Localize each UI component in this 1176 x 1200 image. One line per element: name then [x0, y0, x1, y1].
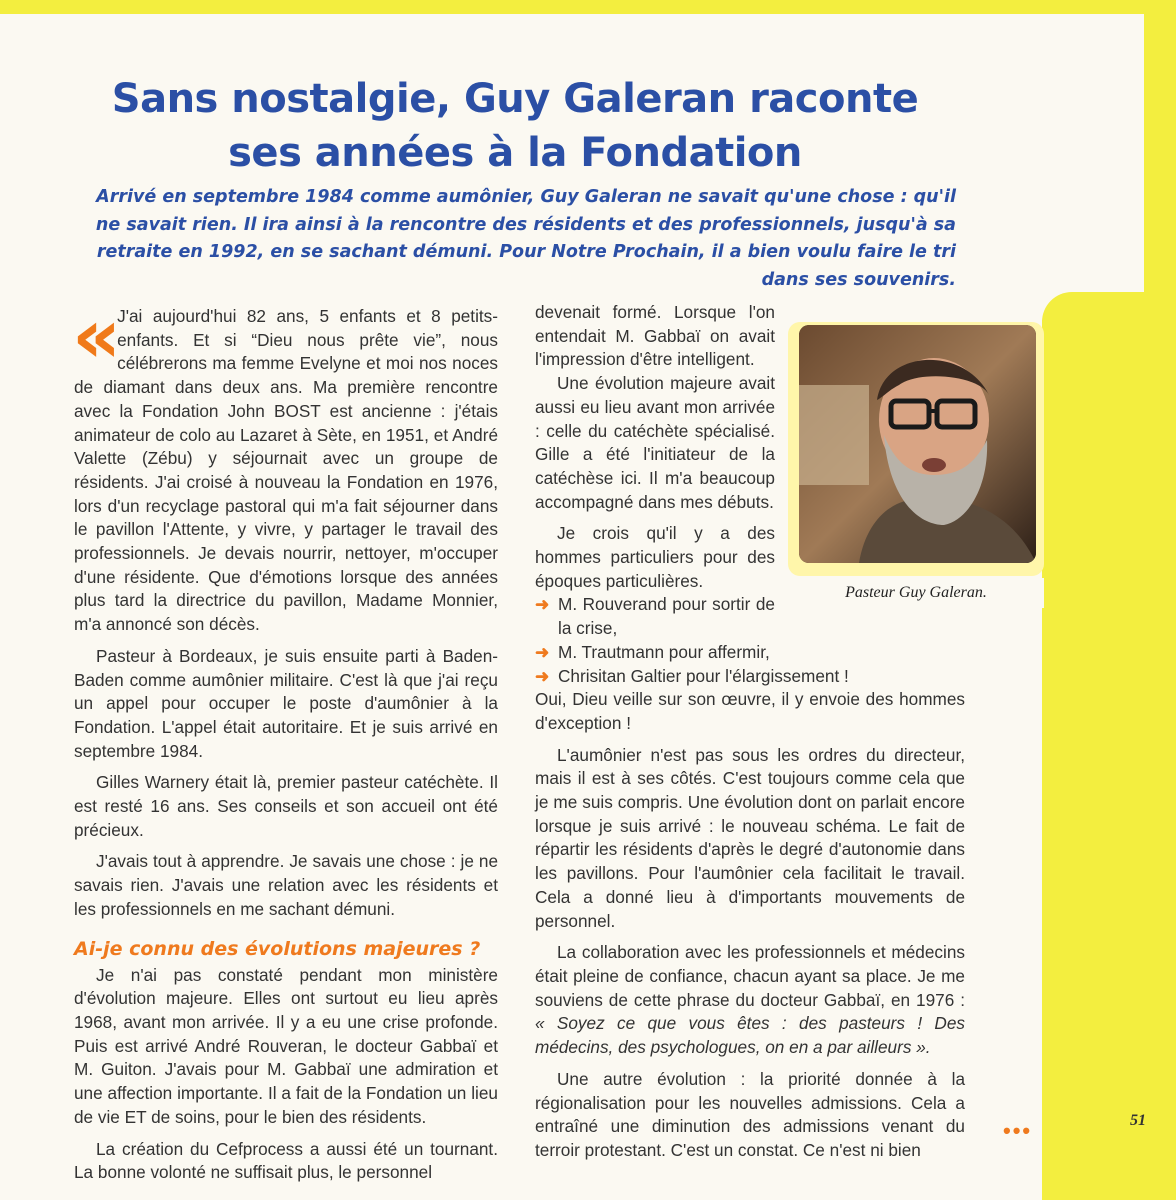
quoted-phrase: « Soyez ce que vous êtes : des pasteurs ! Des médecins, des psychologues, on en a par ailleurs ». — [535, 1013, 965, 1058]
list-item: ➜ M. Rouverand pour sortir de la crise, — [535, 594, 775, 639]
column-left — [72, 291, 498, 1185]
article-title — [70, 72, 960, 180]
arrow-icon: ➜ — [535, 594, 550, 615]
paragraph: Oui, Dieu veille sur son œuvre, il y envoie des hommes d'exception ! — [535, 689, 965, 733]
column-right-narrow-block — [535, 301, 775, 641]
page-number: 51 — [1130, 1112, 1146, 1129]
opening-quote-mark: « — [72, 291, 108, 380]
list-item: ➜ Chrisitan Galtier pour l'élargissement ! — [535, 665, 965, 689]
paragraph: L'aumônier n'est pas sous les ordres du directeur, mais il est à ses côtés. C'est toujours comme cela que je me suis compris. Une évolution dont on parlait encore lorsque je suis arrivé : le nouveau schéma. Le fait de répartir les résidents d'après le degré d'autonomie dans les pavillons. Pour l'aumônier cela facilitait le travail. Cela a donné lieu à d'importants mouvements de personnel. — [535, 744, 965, 931]
arrow-icon: ➜ — [535, 665, 550, 686]
portrait-photo — [799, 325, 1036, 563]
arrow-icon: ➜ — [535, 641, 550, 662]
article-intro: Arrivé en septembre 1984 comme aumônier, Guy Galeran ne savait qu'une chose : qu'il ne savait rien. Il ira ainsi à la rencontre des résidents et des professionnels, jusqu'à sa retraite en 1992, en se sachant démuni. Pour Notre Prochain, il a bien voulu faire le tri dans ses souvenirs. — [95, 187, 956, 290]
section-subheading: Ai-je connu des évolutions majeures ? — [74, 937, 481, 960]
paragraph: Gilles Warnery était là, premier pasteur catéchète. Il est resté 16 ans. Ses conseils et son accueil ont été précieux. — [74, 772, 498, 840]
continuation-dots: ••• — [1003, 1118, 1033, 1143]
paragraph: Pasteur à Bordeaux, je suis ensuite parti à Baden-Baden comme aumônier militaire. C'est là que j'ai reçu un appel pour occuper le poste d'aumônier à la Fondation. L'appel était autoritaire. Et je suis arrivé en septembre 1984. — [74, 645, 498, 761]
paragraph: La collaboration avec les professionnels et médecins était pleine de confiance, chacun ayant sa place. Je me souviens de cette phrase du docteur Gabbaï, en 1976 : « Soyez ce que vous êtes : des pasteurs ! Des médecins, des psychologues, on en a par ailleurs ». — [535, 942, 965, 1058]
right-yellow-band — [1042, 320, 1176, 1200]
right-yellow-tab — [1144, 0, 1176, 320]
paragraph-opening — [72, 291, 498, 637]
paragraph: devenait formé. Lorsque l'on entendait M. Gabbaï on avait l'impression d'être intelligent. — [535, 302, 775, 370]
title-line-2: ses années à la Fondation — [228, 130, 802, 176]
portrait-illustration — [799, 325, 1036, 563]
paragraph: Je crois qu'il y a des hommes particuliers pour des époques particulières. — [535, 523, 775, 591]
paragraph: J'avais tout à apprendre. Je savais une chose : je ne savais rien. J'avais une relation avec les résidents et les professionnels en me sachant démuni. — [74, 851, 498, 919]
list-item: ➜ M. Trautmann pour affermir, — [535, 641, 965, 665]
paragraph: La création du Cefprocess a aussi été un tournant. La bonne volonté ne suffisait plus, le personnel — [74, 1138, 498, 1183]
title-line-1: Sans nostalgie, Guy Galeran raconte — [111, 76, 919, 122]
photo-caption: Pasteur Guy Galeran. — [788, 578, 1044, 608]
paragraph-opening-text: J'ai aujourd'hui 82 ans, 5 enfants et 8 petits-enfants. Et si “Dieu nous prête vie”, nous célébrerons ma femme Evelyne et moi nos noces de diamant dans deux ans. Ma première rencontre avec la Fondation John BOST est ancienne : j'étais animateur de colo au Lazaret à Sète, en 1951, et André Valette (Zébu) y séjournait avec un groupe de résidents. J'ai croisé à nouveau la Fondation en 1976, lors d'un recyclage pastoral qui m'a fait séjourner dans le pavillon l'Attente, y vivre, y partager le travail des professionnels. Je devais nourrir, nettoyer, m'occuper d'une résidente. Que d'émotions lorsque des années plus tard la directrice du pavillon, Madame Monnier, m'a annoncé son décès. — [74, 306, 498, 635]
top-yellow-band — [0, 0, 1176, 14]
paragraph: Je n'ai pas constaté pendant mon ministère d'évolution majeure. Elles ont surtout eu lieu après 1968, avant mon arrivée. Il y a eu une crise profonde. Puis est arrivé André Rouveran, le docteur Gabbaï et M. Guiton. J'avais pour M. Gabbaï une admiration et une affection importante. Il a fait de la Fondation un lieu de vie ET de soins, pour le bien des résidents. — [74, 964, 498, 1127]
paragraph: Une évolution majeure avait aussi eu lieu avant mon arrivée : celle du catéchète spécialisé. Gille a été l'initiateur de la catéchèse ici. Il m'a beaucoup accompagné dans mes débuts. — [535, 373, 775, 512]
paragraph: Une autre évolution : la priorité donnée à la régionalisation pour les nouvelles admissions. Cela a entraîné une diminution des admissions venant du terroir protestant. C'est un constat. Ce n'est ni bien — [535, 1068, 965, 1160]
